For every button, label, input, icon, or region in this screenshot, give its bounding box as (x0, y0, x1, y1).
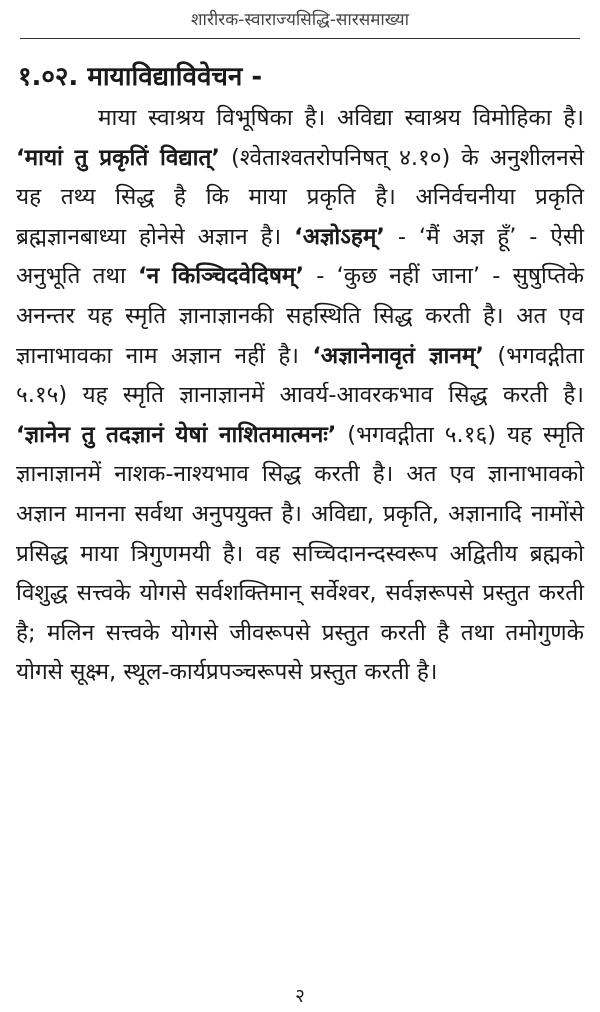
quoted-citation: ‘मायां तु प्रकृतिं विद्यात्’ (16, 144, 220, 171)
body-paragraph (16, 99, 584, 693)
quoted-citation: ‘अज्ञानेनावृतं ज्ञानम्’ (312, 342, 484, 369)
paragraph-segment: - ‘मैं अज्ञ हूँ’ - ऐसी अनुभूति तथा (16, 223, 584, 290)
quoted-citation: ‘अज्ञोऽहम्’ (294, 223, 385, 250)
quoted-citation: ‘न किञ्चिदवेदिषम्’ (138, 263, 305, 290)
paragraph-segment: माया स्वाश्रय विभूषिका है। अविद्या स्वाश्रय विमोहिका है। (98, 105, 584, 131)
section-heading: १.०२. मायाविद्याविवेचन - (18, 62, 263, 92)
paragraph-segment: (भगवद्गीता ५.१६) यह स्मृति ज्ञानाज्ञानमें नाशक-नाश्यभाव सिद्ध करती है। अत एव ज्ञानाभावको अज्ञान मानना सर्वथा अनुपयुक्त है। अविद्या, प्रकृति, अज्ञानादि नामोंसे प्रसिद्ध माया त्रिगुणमयी है। वह सच्चिदानन्दस्वरूप अद्वितीय ब्रह्मको विशुद्ध सत्त्वके योगसे सर्वशक्तिमान् सर्वेश्वर, सर्वज्ञरूपसे प्रस्तुत करती है; मलिन सत्त्वके योगसे जीवरूपसे प्रस्तुत करती है तथा तमोगुणके योगसे सूक्ष्म, स्थूल-कार्यप्रपञ्चरूपसे प्रस्तुत करती है। (16, 421, 584, 686)
running-header: शारीरक-स्वाराज्यसिद्धि-सारसमाख्या (20, 0, 580, 39)
quoted-citation: ‘ज्ञानेन तु तदज्ञानं येषां नाशितमात्मनः’ (16, 421, 337, 448)
paragraph-segment: (भगवद्गीता ५.१५) यह स्मृति ज्ञानाज्ञानमें आवर्य-आवरकभाव सिद्ध करती है। (16, 342, 585, 409)
page-number: २ (295, 985, 305, 1007)
paragraph-segment: (श्वेताश्वतरोपनिषत् ४.१०) के अनुशीलनसे यह तथ्य सिद्ध है कि माया प्रकृति है। अनिर्वचनीया प्रकृति ब्रह्मज्ञानबाध्या होनेसे अज्ञान है। (16, 144, 584, 250)
paragraph-segment: - ‘कुछ नहीं जाना’ - सुषुप्तिके अनन्तर यह स्मृति ज्ञानाज्ञानकी सहस्थिति सिद्ध करती है। अत एव ज्ञानाभावका नाम अज्ञान नहीं है। (16, 263, 584, 369)
